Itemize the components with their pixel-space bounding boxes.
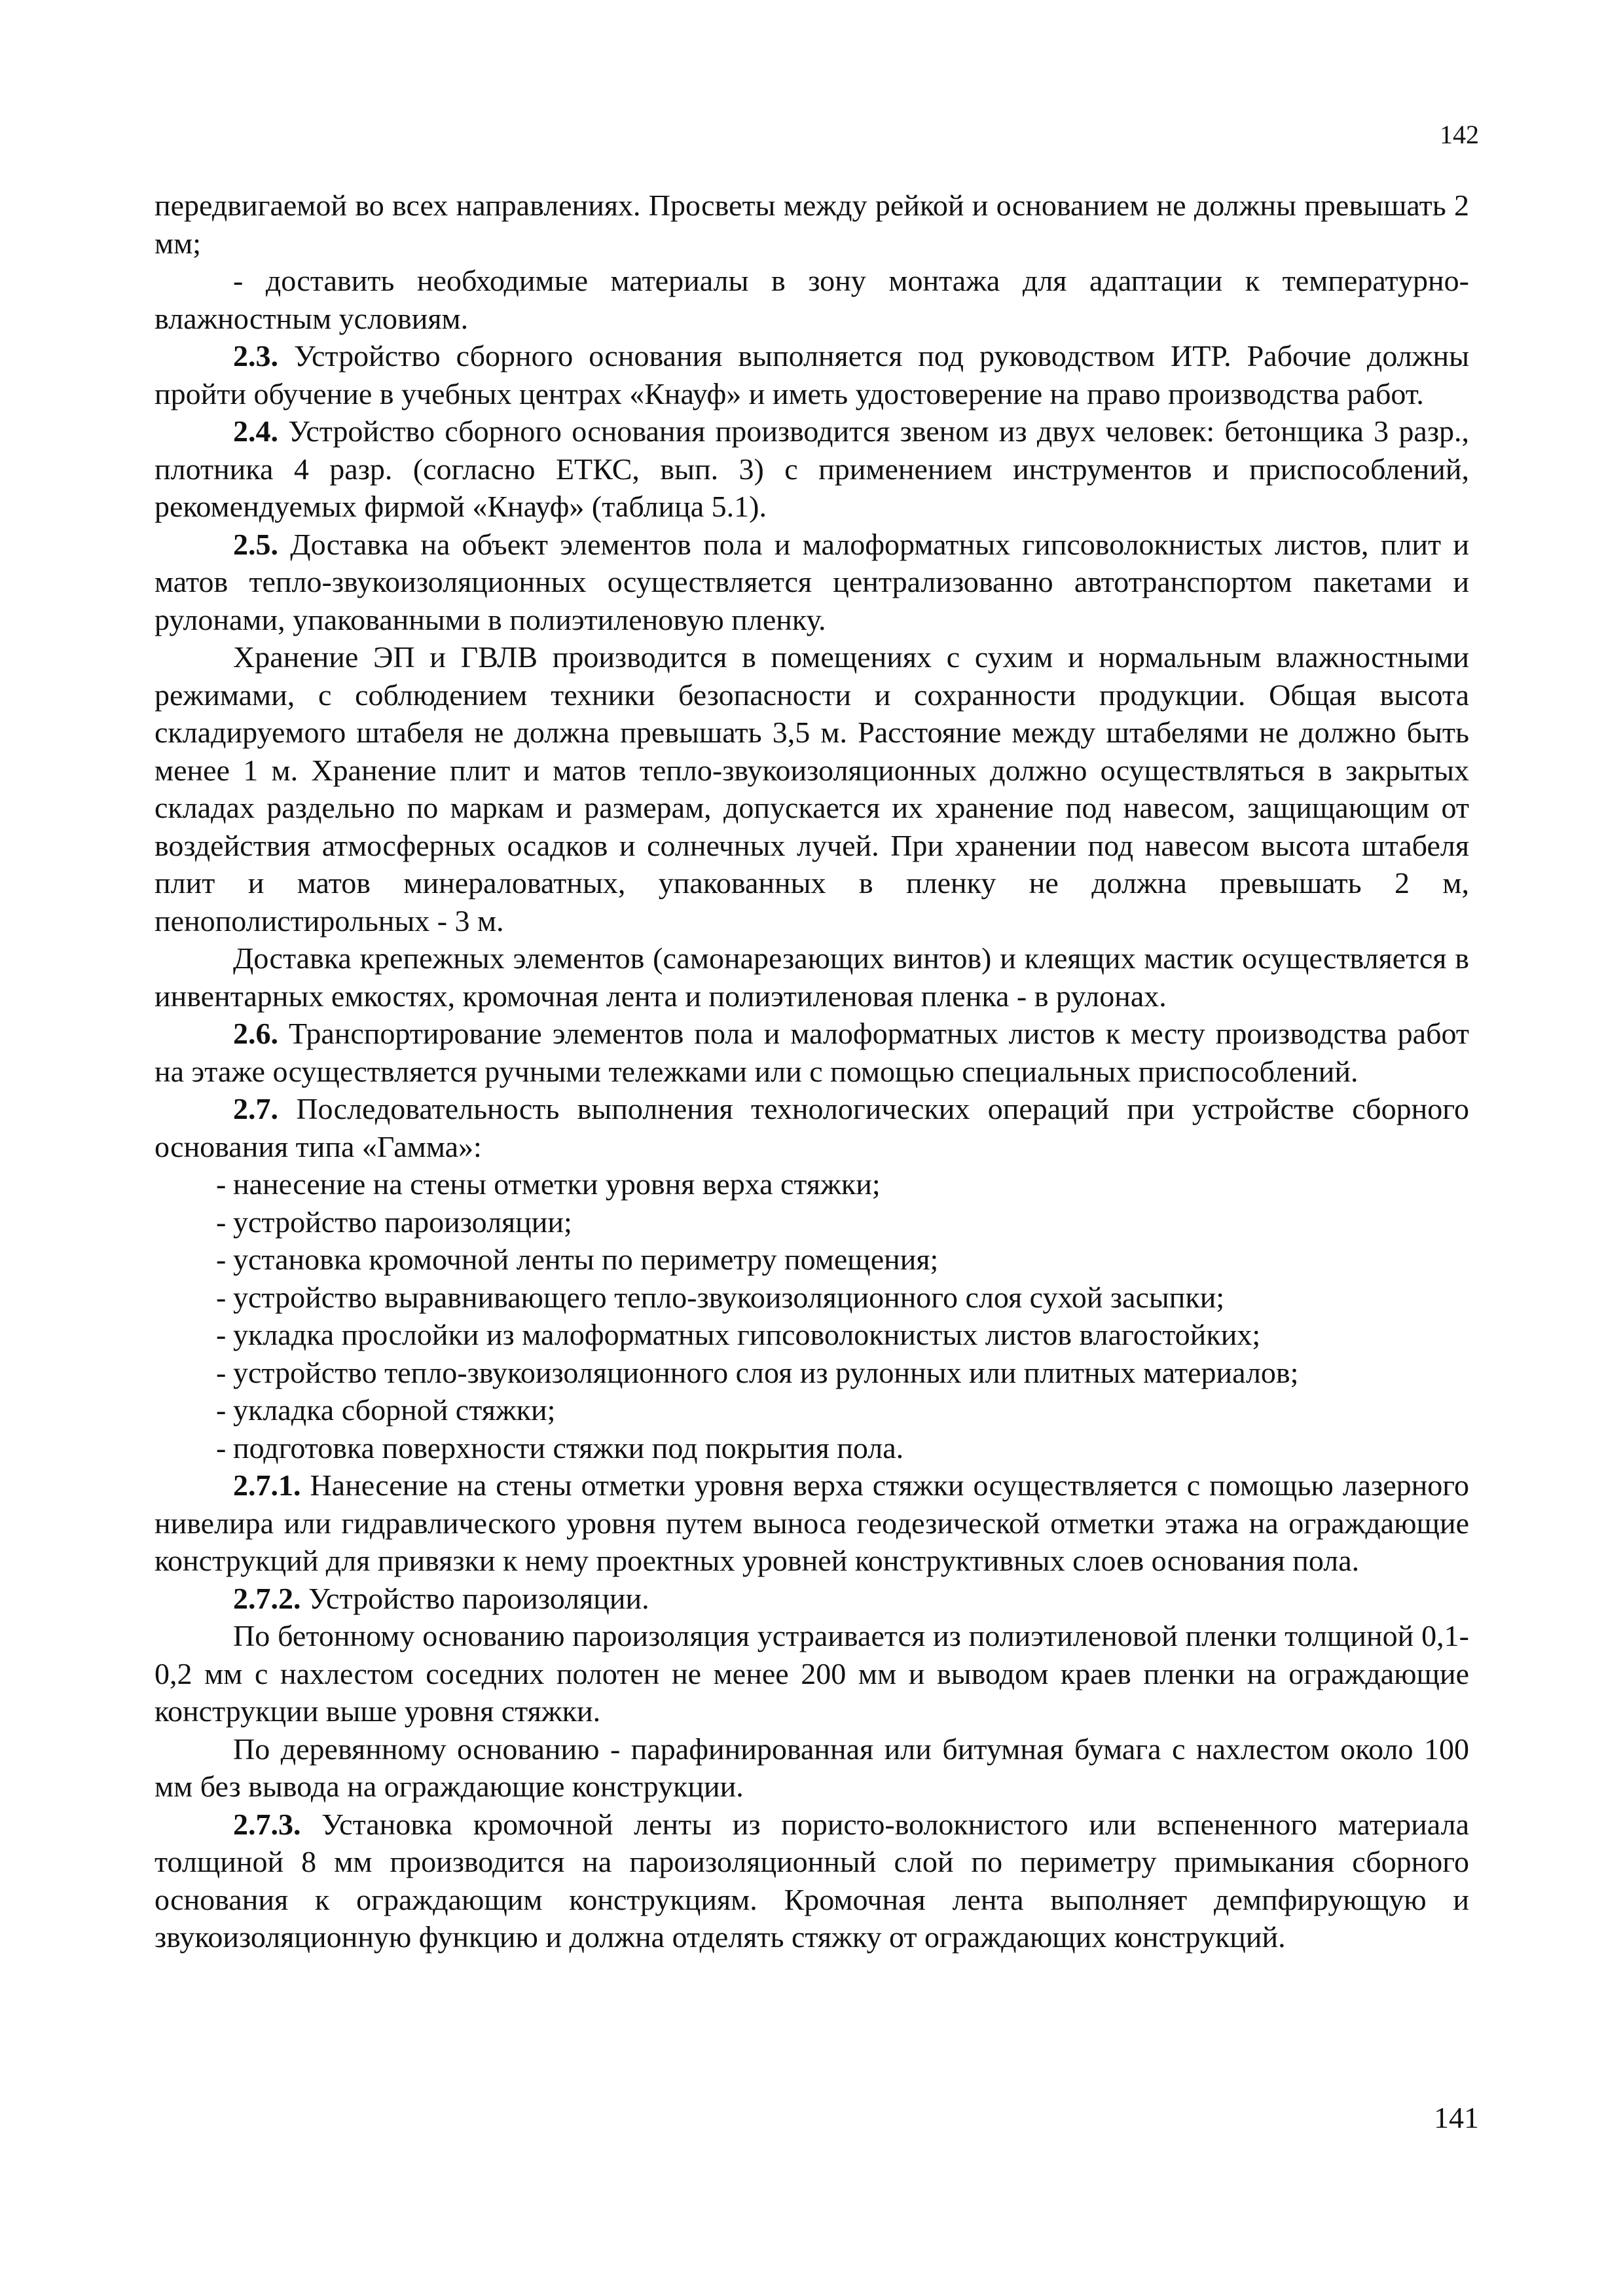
clause-number: 2.7. — [233, 1092, 278, 1125]
list-dash: - — [216, 1280, 227, 1314]
clause-text: Транспортирование элементов пола и малоформатных листов к месту производства работ на этаже осуществляется ручными тележками или с помощью специальных приспособлений. — [155, 1017, 1469, 1088]
paragraph-delivery-materials: - доставить необходимые материалы в зону монтажа для адаптации к температурно-влажностным условиям. — [155, 264, 1469, 335]
clause-number: 2.3. — [233, 339, 278, 373]
paragraph-2-6 — [155, 1015, 1469, 1090]
page-number-bottom: 141 — [1434, 2101, 1479, 2134]
page-body — [155, 187, 1469, 1956]
list-item — [155, 1429, 1469, 1467]
list-item — [155, 1165, 1469, 1203]
list-item-text: устройство выравнивающего тепло-звукоизоляционного слоя сухой засыпки; — [233, 1280, 1225, 1314]
list-item-text: подготовка поверхности стяжки под покрытия пола. — [233, 1430, 904, 1465]
paragraph-2-7-2 — [155, 1580, 1469, 1618]
list-dash: - — [216, 1430, 227, 1465]
clause-text: Установка кромочной ленты из пористо-волокнистого или вспененного материала толщиной 8 мм производится на пароизоляционный слой по периметру примыкания сборного основания к ограждающим конструкциям. Кромочная лента выполняет демпфирующую и звукоизоляционную функцию и должна отделять стяжку от ограждающих конструкций. — [155, 1807, 1469, 1954]
clause-text: Устройство сборного основания выполняется под руководством ИТР. Рабочие должны пройти обучение в учебных центрах «Кнауф» и иметь удостоверение на право производства работ. — [155, 339, 1469, 410]
list-dash: - — [216, 1167, 227, 1201]
paragraph-2-5 — [155, 526, 1469, 639]
list-item — [155, 1241, 1469, 1279]
list-item — [155, 1391, 1469, 1429]
clause-number: 2.7.2. — [233, 1581, 301, 1615]
paragraph-2-4 — [155, 412, 1469, 526]
list-item-text: укладка сборной стяжки; — [233, 1393, 556, 1427]
page-number-top: 142 — [1440, 120, 1479, 149]
list-dash: - — [216, 1318, 227, 1351]
list-item-text: устройство пароизоляции; — [233, 1205, 572, 1239]
paragraph-2-7-1 — [155, 1467, 1469, 1580]
list-item-text: установка кромочной ленты по периметру помещения; — [233, 1243, 939, 1276]
paragraph-2-7-3 — [155, 1806, 1469, 1956]
paragraph-concrete-base: По бетонному основанию пароизоляция устраивается из полиэтиленовой пленки толщиной 0,1-0,2 мм с нахлестом соседних полотен не менее 200 мм и выводом краев пленки на ограждающие конструкции выше уровня стяжки. — [155, 1619, 1469, 1728]
clause-text: Устройство пароизоляции. — [301, 1581, 649, 1615]
clause-number: 2.4. — [233, 414, 278, 448]
paragraph-wooden-base: По деревянному основанию - парафинированная или битумная бумага с нахлестом около 100 мм без вывода на ограждающие конструкции. — [155, 1732, 1469, 1803]
list-item — [155, 1203, 1469, 1241]
clause-text: Устройство сборного основания производится звеном из двух человек: бетонщика 3 разр., плотника 4 разр. (согласно ЕТКС, вып. 3) с применением инструментов и приспособлений, рекомендуемых фирмой «Кнауф» (таблица 5.1). — [155, 414, 1469, 523]
list-item — [155, 1279, 1469, 1317]
clause-number: 2.6. — [233, 1017, 278, 1050]
list-item — [155, 1354, 1469, 1392]
paragraph-2-3 — [155, 337, 1469, 412]
list-dash: - — [216, 1355, 227, 1389]
list-dash: - — [216, 1393, 227, 1427]
paragraph-continuation: передвигаемой во всех направлениях. Просветы между рейкой и основанием не должны превышать 2 мм; — [155, 189, 1469, 260]
list-item-text: укладка прослойки из малоформатных гипсоволокнистых листов влагостойких; — [233, 1318, 1261, 1351]
list-item-text: устройство тепло-звукоизоляционного слоя из рулонных или плитных материалов; — [233, 1355, 1299, 1389]
list-dash: - — [216, 1243, 227, 1276]
paragraph-2-7 — [155, 1090, 1469, 1165]
list-item-text: нанесение на стены отметки уровня верха стяжки; — [233, 1167, 881, 1201]
paragraph-storage: Хранение ЭП и ГВЛВ производится в помещениях с сухим и нормальным влажностными режимами, с соблюдением техники безопасности и сохранности продукции. Общая высота складируемого штабеля не должна превышать 3,5 м. Расстояние между штабелями не должно быть менее 1 м. Хранение плит и матов тепло-звукоизоляционных должно осуществляться в закрытых складах раздельно по маркам и размерам, допускается их хранение под навесом, защищающим от воздействия атмосферных осадков и солнечных лучей. При хранении под навесом высота штабеля плит и матов минераловатных, упакованных в пленку не должна превышать 2 м, пенополистирольных - 3 м. — [155, 640, 1469, 938]
clause-number: 2.5. — [233, 527, 278, 561]
clause-number: 2.7.1. — [233, 1468, 301, 1502]
clause-number: 2.7.3. — [233, 1807, 301, 1841]
clause-text: Нанесение на стены отметки уровня верха стяжки осуществляется с помощью лазерного нивелира или гидравлического уровня путем выноса геодезической отметки этажа на ограждающие конструкций для привязки к нему проектных уровней конструктивных слоев основания пола. — [155, 1468, 1469, 1577]
clause-text: Последовательность выполнения технологических операций при устройстве сборного основания типа «Гамма»: — [155, 1092, 1469, 1163]
list-item — [155, 1316, 1469, 1354]
operations-list — [155, 1165, 1469, 1467]
paragraph-fasteners-delivery: Доставка крепежных элементов (самонарезающих винтов) и клеящих мастик осуществляется в инвентарных емкостях, кромочная лента и полиэтиленовая пленка - в рулонах. — [155, 941, 1469, 1013]
clause-text: Доставка на объект элементов пола и малоформатных гипсоволокнистых листов, плит и матов тепло-звукоизоляционных осуществляется централизованно автотранспортом пакетами и рулонами, упакованными в полиэтиленовую пленку. — [155, 527, 1469, 636]
list-dash: - — [216, 1205, 227, 1239]
